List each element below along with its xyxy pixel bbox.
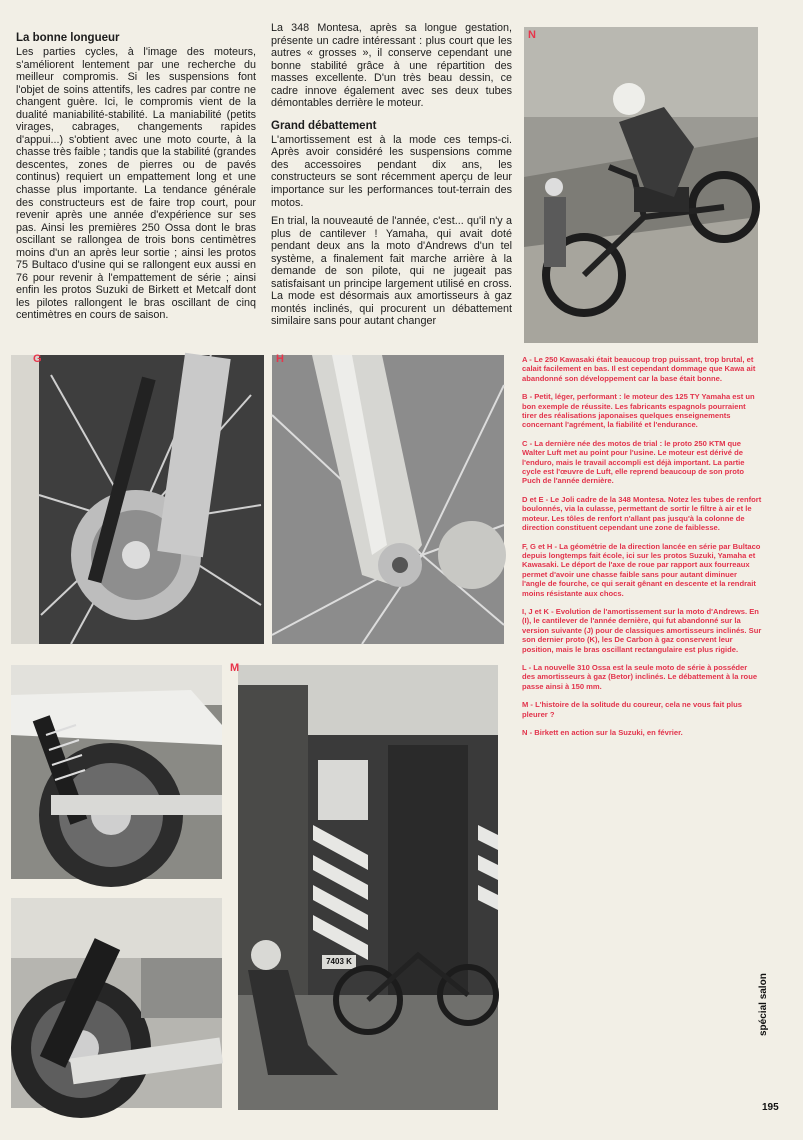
hub-illustration bbox=[11, 355, 264, 644]
captions-block bbox=[522, 355, 762, 746]
caption-c: C - La dernière née des motos de trial : le proto 250 KTM que Walter Luft met au point pour l'usine. Le moteur est dérivé de l'enduro, mais le travail accompli est déjà important. La partie cycle est l'œuvre de Luft, elle reprend beaucoup de son proto Puch de l'année dernière. bbox=[522, 438, 745, 486]
photo-n-rider bbox=[524, 27, 758, 343]
photo-label-m: M bbox=[230, 662, 240, 674]
heading-la-bonne-longueur: La bonne longueur bbox=[16, 32, 120, 44]
photo-g-hub bbox=[11, 355, 264, 644]
page-number: 195 bbox=[762, 1102, 779, 1113]
caption-m: M - L'histoire de la solitude du coureur, cela ne vous fait plus pleurer ? bbox=[522, 700, 742, 719]
photo-rear-suspension-2 bbox=[11, 898, 222, 1108]
photo-h-fork bbox=[272, 355, 504, 644]
photo-label-g: G bbox=[33, 353, 42, 365]
caption-b: B - Petit, léger, performant : le moteur des 125 TY Yamaha est un bon exemple de réussite. Les fabricants espagnols pourraient tirer des réalisations japonaises quelques enseignements concernant l'agrément, la fiabilité et l'endurance. bbox=[522, 392, 755, 430]
paddock-illustration bbox=[238, 665, 498, 1110]
license-plate-text: 7403 K bbox=[326, 957, 352, 966]
rear-suspension-illustration-2 bbox=[11, 898, 222, 1108]
column-left bbox=[16, 32, 256, 322]
heading-grand-debattement: Grand débattement bbox=[271, 119, 377, 132]
paragraph-montesa: La 348 Montesa, après sa longue gestation, présente un cadre intéressant : plus court que les autres « grosses », il conserve cependant une bonne stabilité grâce à une répartition des masses excellente. D'un très beau dessin, ce cadre innove également avec ses deux tubes démontables derrière le moteur. bbox=[271, 22, 512, 110]
caption-n: N - Birkett en action sur la Suzuki, en février. bbox=[522, 728, 683, 737]
caption-a: A - Le 250 Kawasaki était beaucoup trop puissant, trop brutal, et calait facilement en bas. Il est cependant dommage que Kawa ait abandonné son développement car la base était bonne. bbox=[522, 355, 756, 383]
rider-illustration bbox=[524, 27, 758, 343]
photo-label-h: H bbox=[276, 353, 284, 365]
caption-i-j-k: I, J et K - Evolution de l'amortissement sur la moto d'Andrews. En (I), le cantilever de l'année dernière, qui fut abandonné sur la version suivante (J) pour de classiques amortisseurs inclinés. Sur son dernier proto (K), les De Carbon à gaz conservent leur position, mais le bras oscillant rectangulaire est plus rigide. bbox=[522, 606, 762, 654]
paragraph-amortissement: L'amortissement est à la mode ces temps-ci. Après avoir considéré les suspensions comme des accessoires pendant dix ans, les constructeurs se sont récemment aperçu de leur importance sur les performances tout-terrain des motos. bbox=[271, 133, 512, 209]
fork-illustration bbox=[272, 355, 504, 644]
photo-label-n: N bbox=[528, 29, 536, 41]
rear-suspension-illustration-1 bbox=[11, 665, 222, 879]
paragraph-trial: En trial, la nouveauté de l'année, c'est... qu'il n'y a plus de cantilever ! Yamaha, qui avait doté pendant deux ans la moto d'Andrews d'un tel système, a finalement fait marche arrière à la demande de son pilote, qui ne jugeait pas satisfaisant un principe largement utilisé en cross. La mode est désormais aux amortisseurs à gaz montés inclinés, qui procurent un débattement similaire sans pour autant changer bbox=[271, 215, 512, 328]
photo-m-paddock bbox=[230, 662, 498, 1110]
paragraph-la-bonne-longueur: Les parties cycles, à l'image des moteurs, s'améliorent lentement par une recherche du meilleur compromis. Si les suspensions font l'objet de soins attentifs, les cadres par contre ne changent guère. Ici, le compromis vient de la dualité maniabilité-stabilité. La maniabilité (petits virages, cabrages, changements rapides d'appui...) s'obtient avec une moto courte, à la chasse très faible ; tandis que la stabilité (grandes descentes, zones de pierres ou de pavés continus) requiert un empattement long et une chasse plus importante. La tendance générale des constructeurs est de faire trop court, pour revenir après une année d'expérience sur ses pas. Ainsi les premières 250 Ossa dont le bras oscillant se rallongea de trois bons centimètres moins d'un an après leur sortie ; ainsi les protos 75 Bultaco d'usine qui se rallongent eux aussi en 76 pour revenir à l'empattement de série ; ainsi enfin les protos Suzuki de Birkett et Metcalf dont les pilotes rallongent le bras oscillant de cinq centimètres en cours de saison. bbox=[16, 46, 256, 322]
column-middle bbox=[271, 22, 512, 328]
photo-rear-suspension-1 bbox=[11, 665, 222, 879]
caption-f-g-h: F, G et H - La géométrie de la direction lancée en série par Bultaco depuis longtemps fait école, ici sur les protos Suzuki, Yamaha et Kawasaki. Le déport de l'axe de roue par rapport aux fourreaux permet d'avoir une chasse faible sans pour autant diminuer l'angle de fourche, ce qui serait gênant en descente et la rendrait moins résistante aux chocs. bbox=[522, 541, 761, 598]
section-label: spécial salon bbox=[758, 973, 769, 1036]
caption-d-e: D et E - Le Joli cadre de la 348 Montesa. Notez les tubes de renfort boulonnés, via la culasse, permettant de sortir le filtre à air et le moteur. Les tôles de renfort n'allant pas jusqu'à la colonne de direction constituent cependant une zone de faiblesse. bbox=[522, 494, 762, 533]
caption-l: L - La nouvelle 310 Ossa est la seule moto de série à posséder des amortisseurs à gaz (Betor) inclinés. Le débattement à la roue passe ainsi à 150 mm. bbox=[522, 662, 758, 691]
